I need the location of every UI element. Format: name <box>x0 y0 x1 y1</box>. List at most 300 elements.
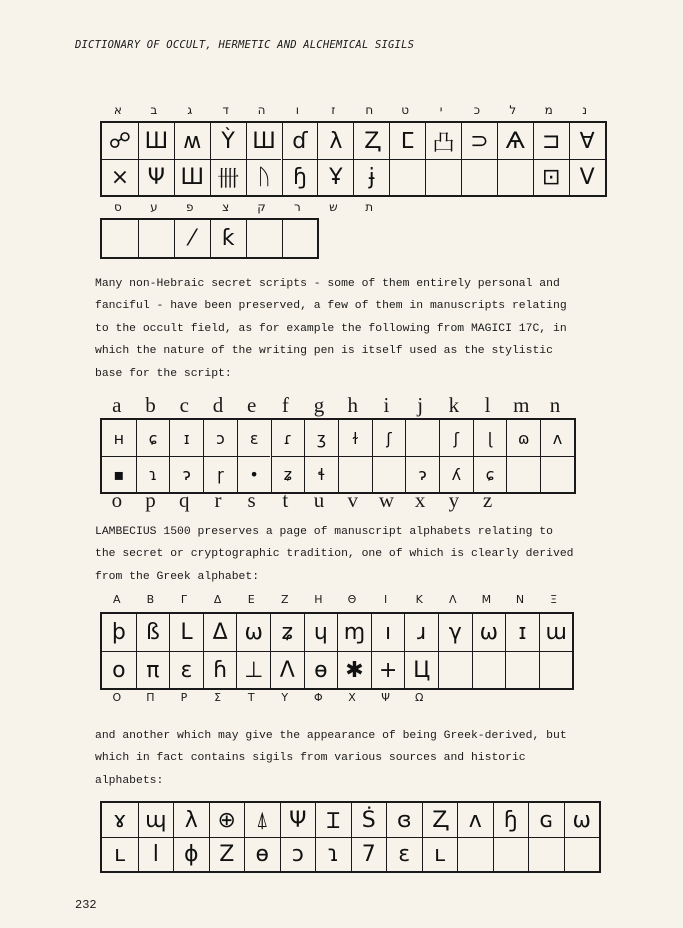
column-label: m <box>513 393 530 417</box>
column-label: A <box>113 593 121 606</box>
sigil-glyph: ⊡ <box>542 165 561 190</box>
sigil-cell <box>505 614 539 651</box>
column-label: g <box>313 393 325 417</box>
sigil-glyph: ɥ <box>313 620 328 645</box>
sigil-cell <box>102 614 136 651</box>
sigil-cell <box>304 651 338 688</box>
column-label: ר <box>294 200 301 214</box>
sigil-cell <box>351 803 387 837</box>
sigil-glyph: ɉ <box>368 165 375 190</box>
sigil-cell <box>439 420 473 456</box>
sigil-cell <box>338 420 372 456</box>
text-line: which the nature of the writing pen is itself used as the stylistic <box>95 345 553 358</box>
column-label: l <box>484 393 491 417</box>
sigil-cell <box>138 220 174 257</box>
text-line: fanciful - have been preserved, a few of them in manuscripts relating <box>95 300 567 313</box>
sigil-cell <box>506 456 540 492</box>
column-label: n <box>549 393 561 417</box>
sigil-glyph: Ψ <box>289 807 307 833</box>
sigil-glyph: V <box>579 165 595 190</box>
sigil-glyph: ʃ <box>453 428 460 448</box>
sigil-glyph: ɢ <box>539 807 554 833</box>
sigil-glyph: ⊃ <box>470 128 489 154</box>
column-label: ד <box>222 103 229 117</box>
sigil-glyph: o <box>112 657 126 683</box>
sigil-cell <box>282 220 318 257</box>
sigil-glyph: ɕ <box>485 465 495 484</box>
column-label: ס <box>114 200 122 214</box>
sigil-glyph: 7 <box>361 842 376 867</box>
sigil-cell <box>136 651 170 688</box>
sigil-cell <box>102 159 138 195</box>
sigil-cell <box>102 123 138 159</box>
sigil-cell <box>439 456 473 492</box>
sigil-glyph: ɱ <box>343 620 366 645</box>
sigil-cell <box>493 837 529 871</box>
sigil-cell <box>472 614 506 651</box>
sigil-cell <box>203 614 237 651</box>
column-label: w <box>378 488 395 512</box>
sigil-glyph: ɛ <box>398 842 411 867</box>
column-label: h <box>347 393 358 417</box>
sigil-glyph: ω <box>244 620 263 645</box>
sigil-glyph: 卌 <box>217 167 240 192</box>
sigil-glyph: Λ <box>279 657 295 683</box>
paragraph-magici <box>95 273 635 385</box>
sigil-glyph: λ <box>184 807 198 833</box>
sigil-glyph: ⵎ <box>400 128 415 154</box>
sigil-glyph: Ѧ <box>505 128 526 154</box>
sigil-cell <box>317 123 353 159</box>
sigil-cell <box>138 837 174 871</box>
sigil-glyph: ɵ <box>255 842 269 867</box>
sigil-cell <box>564 803 600 837</box>
column-label: ק <box>257 200 266 214</box>
sigil-glyph: Ỳ <box>221 128 235 154</box>
sigil-cell <box>173 837 209 871</box>
sigil-glyph: ɤ <box>113 807 127 833</box>
sigil-cell <box>353 159 389 195</box>
column-label: Z <box>281 593 289 606</box>
sigil-glyph: ʟ <box>114 842 126 867</box>
sigil-glyph: π <box>146 657 160 683</box>
text-line: LAMBECIUS 1500 preserves a page of manuscript alphabets relating to <box>95 526 553 538</box>
column-label: ו <box>295 103 300 117</box>
sigil-glyph: ⁄ <box>190 226 195 251</box>
text-line: which in fact contains sigils from various sources and historic <box>95 752 526 765</box>
sigil-cell <box>210 159 246 195</box>
sigil-glyph: ɧ <box>503 807 518 833</box>
sigil-glyph: ʌ <box>468 807 482 833</box>
sigil-cell <box>304 614 338 651</box>
sigil-cell <box>506 420 540 456</box>
sigil-cell <box>102 651 136 688</box>
sigil-glyph: ɿ <box>327 842 340 867</box>
sigil-cell <box>539 614 573 651</box>
sigil-cell <box>169 420 203 456</box>
sigil-cell <box>540 456 574 492</box>
sigil-cell <box>457 837 493 871</box>
sigil-glyph: ɔ <box>216 428 225 448</box>
sigil-glyph: ɵ <box>314 657 328 683</box>
sigil-glyph: ɂ <box>418 465 427 484</box>
sigil-cell <box>473 420 507 456</box>
sigil-glyph: ω <box>572 807 591 833</box>
sigil-cell <box>473 456 507 492</box>
column-label: x <box>414 488 426 512</box>
sigil-cell <box>405 420 439 456</box>
column-label: E <box>247 593 255 606</box>
sigil-cell <box>209 837 245 871</box>
sigil-cell <box>282 159 318 195</box>
sigil-glyph: ʒ <box>316 428 327 448</box>
column-label: H <box>314 593 323 606</box>
column-label: e <box>246 393 257 417</box>
sigil-cell <box>372 420 406 456</box>
text-line: from the Greek alphabet: <box>95 570 260 583</box>
sigil-glyph: ɾ <box>283 428 293 448</box>
column-label: Ψ <box>381 691 390 704</box>
sigil-glyph: λ <box>329 128 343 154</box>
sigil-cell <box>493 803 529 837</box>
column-label: t <box>282 488 289 512</box>
sigil-cell <box>497 159 533 195</box>
column-label: r <box>214 488 222 512</box>
sigil-glyph: ɹ <box>417 620 427 645</box>
sigil-glyph: ʑ <box>283 465 293 484</box>
sigil-glyph: Ш <box>180 165 204 190</box>
sigil-glyph: ɫ <box>352 428 359 448</box>
sigil-glyph: ɼ <box>217 465 224 484</box>
sigil-glyph: ɛ <box>180 657 193 683</box>
sigil-glyph: ɦ <box>213 657 228 683</box>
text-line: to the occult field, as for example the following from MAGICI 17C, in <box>95 322 567 335</box>
sigil-glyph: + <box>378 657 398 683</box>
column-label: s <box>247 488 256 512</box>
sigil-glyph: ☍ <box>108 128 132 154</box>
sigil-glyph: ɞ <box>396 807 412 833</box>
sigil-glyph: þ <box>111 620 126 645</box>
sigil-cell <box>569 159 605 195</box>
page-number: 232 <box>75 898 97 912</box>
sigil-glyph: ɕ <box>148 428 158 448</box>
sigil-glyph: ɬ <box>317 465 326 484</box>
sigil-cell <box>389 159 425 195</box>
column-label: y <box>448 488 460 512</box>
column-label: a <box>112 393 122 417</box>
sigil-cell <box>209 803 245 837</box>
sigil-cell <box>386 837 422 871</box>
sigil-glyph: ɔ <box>291 842 304 867</box>
sigil-cell <box>528 803 564 837</box>
column-label: ח <box>365 103 374 117</box>
sigil-cell <box>102 803 138 837</box>
sigil-glyph: • <box>249 465 259 484</box>
sigil-cell <box>304 420 338 456</box>
sigil-glyph: ɯ <box>545 620 567 645</box>
sigil-cell <box>353 123 389 159</box>
sigil-glyph: ⨯ <box>110 165 130 190</box>
column-label: d <box>212 393 224 417</box>
sigil-cell <box>244 803 280 837</box>
column-label: Γ <box>180 593 188 606</box>
sigil-glyph: ɪ <box>518 620 527 645</box>
sigil-glyph: Ұ <box>329 165 343 190</box>
sigil-cell <box>422 803 458 837</box>
column-label: k <box>448 393 460 417</box>
sigil-glyph: ʑ <box>281 620 294 645</box>
sigil-glyph: ▪ <box>113 465 125 484</box>
sigil-cell <box>102 220 138 257</box>
sigil-glyph: ɂ <box>182 465 191 484</box>
sigil-cell <box>389 123 425 159</box>
column-label: B <box>146 593 155 606</box>
sigil-cell <box>136 456 170 492</box>
sigil-glyph: ɧ <box>292 165 307 190</box>
column-label: f <box>281 393 289 417</box>
sigil-cell <box>304 456 338 492</box>
sigil-cell <box>497 123 533 159</box>
sigil-glyph: Ɪ <box>327 809 340 834</box>
sigil-cell <box>271 420 305 456</box>
sigil-glyph: Ⱬ <box>432 807 448 833</box>
sigil-cell <box>505 651 539 688</box>
column-label: z <box>482 488 493 512</box>
sigil-cell <box>315 803 351 837</box>
sigil-cell <box>351 837 387 871</box>
running-title: DICTIONARY OF OCCULT, HERMETIC AND ALCHEMICAL SIGILS <box>75 39 415 51</box>
column-label: v <box>347 488 358 512</box>
sigil-cell <box>246 159 282 195</box>
sigil-cell <box>236 614 270 651</box>
column-label: I <box>383 593 388 606</box>
sigil-cell <box>210 123 246 159</box>
text-line: the secret or cryptographic tradition, one of which is clearly derived <box>95 548 574 561</box>
column-label: ב <box>150 103 158 117</box>
sigil-glyph: ∀ <box>579 128 595 154</box>
column-label: Λ <box>449 593 457 606</box>
column-label: Σ <box>214 691 222 704</box>
sigil-glyph: ɷ <box>517 428 530 448</box>
sigil-glyph: ɭ <box>487 428 493 448</box>
sigil-cell <box>539 651 573 688</box>
column-label: Y <box>281 691 289 704</box>
sigil-glyph: ʌ <box>552 428 563 448</box>
sigil-glyph: ʍ <box>183 128 202 154</box>
sigil-glyph: ɰ <box>145 807 167 833</box>
sigil-cell <box>461 159 497 195</box>
column-label: צ <box>222 200 230 214</box>
sigil-glyph: ʜ <box>113 428 125 448</box>
sigil-glyph: ɸ <box>183 842 199 867</box>
column-label: ה <box>257 103 266 117</box>
sigil-cell <box>210 220 246 257</box>
sigil-cell <box>317 159 353 195</box>
sigil-cell <box>404 651 438 688</box>
sigil-glyph: ʎ <box>451 465 462 484</box>
column-label: Θ <box>347 593 357 606</box>
column-label: כ <box>473 103 481 117</box>
column-label: י <box>439 103 443 117</box>
column-label: פ <box>185 200 194 214</box>
sigil-glyph: γ <box>448 620 462 645</box>
sigil-cell <box>271 456 305 492</box>
paragraph-lambecius <box>95 521 635 588</box>
sigil-glyph: Δ <box>212 620 228 645</box>
sigil-cell <box>136 614 170 651</box>
text-line: base for the script: <box>95 367 232 380</box>
sigil-cell <box>246 123 282 159</box>
sigil-cell <box>386 803 422 837</box>
column-label: O <box>112 691 122 704</box>
sigil-glyph: ɿ <box>148 465 158 484</box>
sigil-cell <box>174 220 210 257</box>
sigil-cell <box>236 651 270 688</box>
sigil-glyph: Ψ <box>147 165 165 190</box>
sigil-glyph: ɗ <box>292 128 308 154</box>
sigil-cell <box>528 837 564 871</box>
sigil-glyph: Z <box>219 842 235 867</box>
sigil-glyph: Ш <box>252 128 276 154</box>
sigil-glyph: l <box>152 842 159 867</box>
column-label: ש <box>329 200 338 214</box>
sigil-cell <box>282 123 318 159</box>
sigil-cell <box>173 803 209 837</box>
sigil-cell <box>371 651 405 688</box>
sigil-glyph: ʃ <box>386 428 392 448</box>
sigil-cell <box>102 837 138 871</box>
sigil-cell <box>203 456 237 492</box>
paragraph-other-sigils <box>95 725 635 792</box>
column-label: נ <box>582 103 588 117</box>
sigil-cell <box>540 420 574 456</box>
sigil-glyph: ⍋ <box>255 807 269 833</box>
sigil-glyph: ⊕ <box>217 807 236 833</box>
sigil-cell <box>461 123 497 159</box>
sigil-glyph: ƙ <box>221 226 235 251</box>
sigil-cell <box>404 614 438 651</box>
sigil-cell <box>169 456 203 492</box>
sigil-cell <box>405 456 439 492</box>
sigil-glyph: ω <box>479 620 499 645</box>
text-line: Many non-Hebraic secret scripts - some of them entirely personal and <box>95 278 560 290</box>
column-label: P <box>180 691 188 704</box>
column-label: Ω <box>414 691 424 704</box>
sigil-cell <box>102 456 136 492</box>
column-label: N <box>515 593 525 606</box>
sigil-cell <box>270 614 304 651</box>
sigil-cell <box>425 123 461 159</box>
sigil-cell <box>169 614 203 651</box>
sigil-glyph: Ṡ <box>361 807 376 833</box>
sigil-cell <box>338 456 372 492</box>
column-label: ל <box>509 103 517 117</box>
column-label: ת <box>365 200 374 214</box>
text-line: and another which may give the appearance of being Greek-derived, but <box>95 730 567 742</box>
sigil-cell <box>280 803 316 837</box>
column-label: Φ <box>314 691 323 704</box>
sigil-cell <box>337 651 371 688</box>
column-label: א <box>113 103 122 117</box>
sigil-cell <box>246 220 282 257</box>
column-label: ט <box>401 103 410 117</box>
sigil-cell <box>422 837 458 871</box>
column-label: ג <box>187 103 193 117</box>
sigil-cell <box>203 420 237 456</box>
sigil-cell <box>533 123 569 159</box>
sigil-glyph: ᚢ <box>257 165 271 190</box>
sigil-cell <box>315 837 351 871</box>
sigil-glyph: ı <box>385 620 392 645</box>
column-label: o <box>111 488 123 512</box>
column-label: i <box>383 393 390 417</box>
column-label: M <box>481 593 492 606</box>
column-label: q <box>178 488 190 512</box>
sigil-glyph: ⊥ <box>244 657 264 683</box>
sigil-cell <box>438 651 472 688</box>
sigil-glyph: 凸 <box>432 130 455 156</box>
column-label: j <box>417 393 424 417</box>
sigil-cell <box>138 803 174 837</box>
sigil-glyph: Ⱬ <box>364 128 380 154</box>
column-label: u <box>313 488 325 512</box>
sigil-cell <box>174 123 210 159</box>
sigil-cell <box>438 614 472 651</box>
column-label: מ <box>544 103 553 117</box>
sigil-cell <box>280 837 316 871</box>
sigil-cell <box>102 420 136 456</box>
column-label: ז <box>331 103 336 117</box>
sigil-cell <box>174 159 210 195</box>
column-label: Ξ <box>550 593 558 606</box>
column-label: T <box>247 691 255 704</box>
text-line: alphabets: <box>95 774 164 787</box>
column-label: p <box>145 488 156 512</box>
sigil-cell <box>138 159 174 195</box>
sigil-cell <box>472 651 506 688</box>
sigil-cell <box>564 837 600 871</box>
column-label: Π <box>146 691 155 704</box>
sigil-glyph: ɪ <box>183 428 190 448</box>
sigil-cell <box>244 837 280 871</box>
column-label: Δ <box>213 593 222 606</box>
sigil-cell <box>569 123 605 159</box>
sigil-glyph: Ш <box>144 128 169 154</box>
sigil-cell <box>203 651 237 688</box>
sigil-glyph: ß <box>145 620 160 645</box>
sigil-cell <box>138 123 174 159</box>
sigil-cell <box>457 803 493 837</box>
sigil-cell <box>237 456 271 492</box>
sigil-cell <box>337 614 371 651</box>
sigil-cell <box>237 420 271 456</box>
sigil-glyph: L <box>180 620 193 645</box>
column-label: b <box>145 393 156 417</box>
column-label: K <box>415 593 423 606</box>
sigil-cell <box>169 651 203 688</box>
column-label: ע <box>150 200 158 214</box>
sigil-glyph: ʟ <box>434 842 446 867</box>
sigil-glyph: ɛ <box>249 428 259 448</box>
sigil-cell <box>270 651 304 688</box>
sigil-cell <box>533 159 569 195</box>
sigil-cell <box>136 420 170 456</box>
sigil-cell <box>372 456 406 492</box>
column-label: X <box>348 691 356 704</box>
sigil-glyph: Ц <box>413 657 431 683</box>
sigil-cell <box>425 159 461 195</box>
column-label: c <box>179 393 189 417</box>
